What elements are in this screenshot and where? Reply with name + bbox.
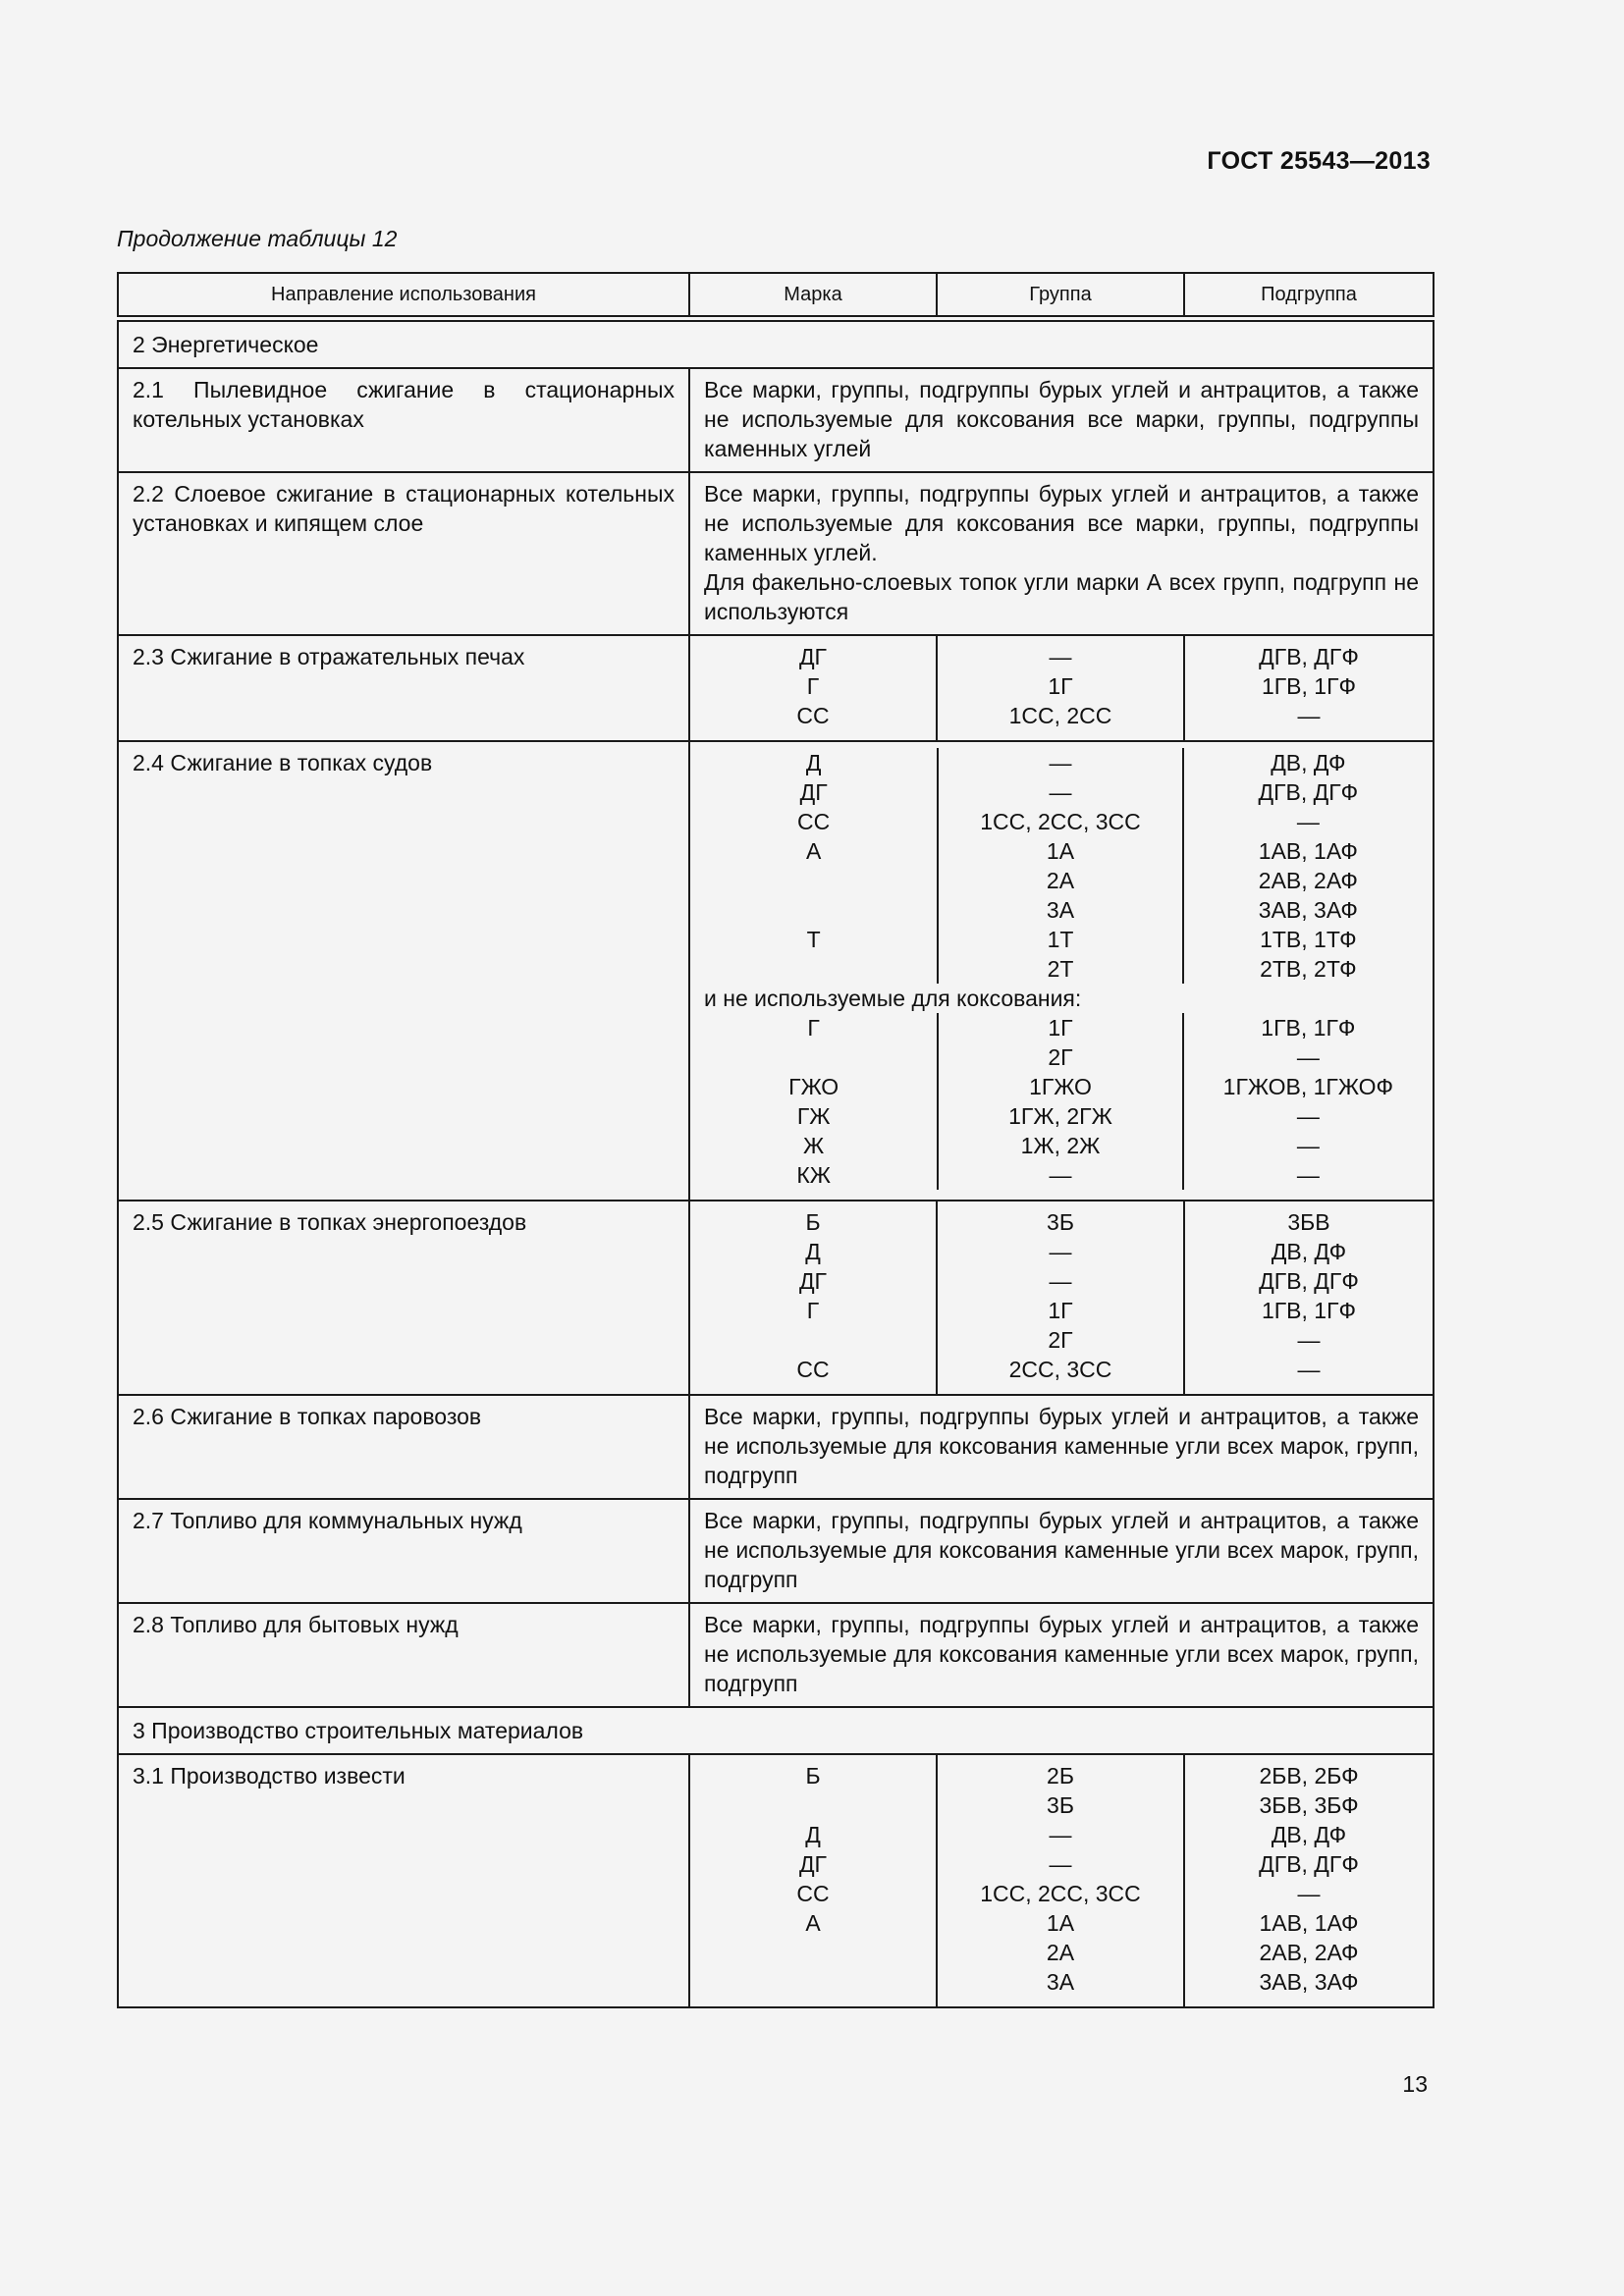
cell-value — [694, 1938, 932, 1967]
cell-value: 1СС, 2СС, 3СС — [980, 809, 1141, 834]
row-2-1-description: Все марки, группы, подгруппы бурых углей и антрацитов, а также не используемые для коксования все марки, группы, подгруппы каменных углей — [689, 368, 1434, 472]
cell-value: ДВ, ДФ — [1271, 1239, 1347, 1264]
coal-usage-table — [117, 272, 1435, 2008]
cell-value: Г — [806, 1298, 820, 1323]
row-2-1-direction: 2.1 Пылевидное сжигание в стационарных котельных установках — [118, 368, 689, 472]
cell-value: 1АВ, 1АФ — [1258, 838, 1358, 864]
cell-value: 3Б — [1047, 1792, 1074, 1818]
row-2-3-brands — [689, 635, 937, 741]
cell-value: ДГВ, ДГФ — [1259, 1851, 1359, 1877]
row-2-4-values — [689, 741, 1434, 1201]
row-2-7-description: Все марки, группы, подгруппы бурых углей и антрацитов, а также не используемые для коксования каменные угли всех марок, групп, подгрупп — [689, 1499, 1434, 1603]
cell-value: 2АВ, 2АФ — [1259, 1940, 1359, 1965]
section-3-title: 3 Производство строительных материалов — [118, 1707, 1434, 1754]
table-row — [118, 1201, 1434, 1395]
cell-value: ДВ, ДФ — [1271, 750, 1346, 775]
cell-value: — — [1296, 1162, 1320, 1188]
cell-value — [694, 1790, 932, 1820]
section-row — [118, 321, 1434, 368]
cell-value: ДВ, ДФ — [1271, 1822, 1347, 1847]
cell-value: А — [805, 838, 822, 864]
cell-value — [690, 954, 937, 984]
cell-value: 3АВ, 3АФ — [1258, 897, 1358, 923]
cell-value: Д — [805, 1822, 821, 1847]
cell-value: 3АВ, 3АФ — [1259, 1969, 1359, 1995]
cell-value: 2БВ, 2БФ — [1259, 1763, 1359, 1789]
cell-value: 3Б — [1047, 1209, 1074, 1235]
row-2-5-brands — [689, 1201, 937, 1395]
row-3-1-groups — [937, 1754, 1184, 2007]
cell-value: 1А — [1046, 838, 1075, 864]
cell-value: 1ГЖ, 2ГЖ — [1008, 1103, 1112, 1129]
row-3-1-brands — [689, 1754, 937, 2007]
table-row — [118, 1499, 1434, 1603]
cell-value: Т — [806, 927, 821, 952]
cell-value: 1ГВ, 1ГФ — [1261, 673, 1357, 699]
section-2-title: 2 Энергетическое — [118, 321, 1434, 368]
header-group: Группа — [937, 273, 1184, 316]
row-2-2-direction: 2.2 Слоевое сжигание в стационарных котельных установках и кипящем слое — [118, 472, 689, 635]
cell-value: 2Г — [1048, 1044, 1073, 1070]
cell-value: — — [1296, 1133, 1320, 1158]
cell-value: 2СС, 3СС — [1008, 1357, 1112, 1382]
cell-value: — — [1297, 1327, 1321, 1353]
cell-value: ДГ — [798, 644, 828, 669]
cell-value: 1ГВ, 1ГФ — [1261, 1298, 1357, 1323]
cell-value: ДГВ, ДГФ — [1258, 779, 1359, 805]
cell-value: 1Т — [1047, 927, 1074, 952]
table-continuation-caption: Продолжение таблицы 12 — [117, 226, 398, 251]
cell-value: 3БВ, 3БФ — [1259, 1792, 1359, 1818]
cell-value: 1ГЖО — [1029, 1074, 1092, 1099]
cell-value: — — [1049, 644, 1072, 669]
cell-value: — — [1049, 1268, 1072, 1294]
cell-value: 1ГВ, 1ГФ — [1261, 1015, 1356, 1041]
cell-value: 1ТВ, 1ТФ — [1260, 927, 1357, 952]
cell-value: Ж — [803, 1133, 825, 1158]
row-2-2-description — [689, 472, 1434, 635]
cell-value: 1ГЖОВ, 1ГЖОФ — [1222, 1074, 1393, 1099]
cell-value: 2АВ, 2АФ — [1258, 868, 1358, 893]
cell-value: — — [1296, 1044, 1320, 1070]
cell-value: 1СС, 2СС, 3СС — [980, 1881, 1141, 1906]
header-direction: Направление использования — [118, 273, 689, 316]
cell-value: Б — [805, 1763, 821, 1789]
header-subgroup: Подгруппа — [1184, 273, 1434, 316]
cell-value: 3А — [1046, 897, 1075, 923]
row-2-2-text-1: Все марки, группы, подгруппы бурых углей и антрацитов, а также не используемые для коксования все марки, группы, подгруппы каменных углей. — [704, 481, 1419, 565]
cell-value: — — [1297, 1881, 1321, 1906]
row-2-3-subgroups — [1184, 635, 1434, 741]
row-2-8-direction: 2.8 Топливо для бытовых нужд — [118, 1603, 689, 1707]
cell-value: ДГ — [798, 1268, 828, 1294]
row-2-6-direction: 2.6 Сжигание в топках паровозов — [118, 1395, 689, 1499]
section-row — [118, 1707, 1434, 1754]
cell-value: — — [1049, 779, 1072, 805]
cell-value — [694, 1325, 932, 1355]
row-2-5-subgroups — [1184, 1201, 1434, 1395]
cell-value: ДГ — [799, 779, 828, 805]
table-row — [118, 368, 1434, 472]
table-row — [118, 472, 1434, 635]
row-2-4-direction: 2.4 Сжигание в топках судов — [118, 741, 689, 1201]
table-row — [118, 635, 1434, 741]
table-row — [118, 741, 1434, 1201]
header-brand: Марка — [689, 273, 937, 316]
cell-value: — — [1296, 1103, 1320, 1129]
cell-value: ДГВ, ДГФ — [1259, 644, 1359, 669]
row-2-3-direction: 2.3 Сжигание в отражательных печах — [118, 635, 689, 741]
cell-value: Д — [805, 750, 822, 775]
row-2-8-description: Все марки, группы, подгруппы бурых углей и антрацитов, а также не используемые для коксования каменные угли всех марок, групп, подгрупп — [689, 1603, 1434, 1707]
row-3-1-direction: 3.1 Производство извести — [118, 1754, 689, 2007]
row-3-1-subgroups — [1184, 1754, 1434, 2007]
standard-number: ГОСТ 25543—2013 — [1207, 147, 1431, 175]
cell-value: СС — [796, 1881, 830, 1906]
cell-value: 1Г — [1048, 1015, 1073, 1041]
table-row — [118, 1754, 1434, 2007]
cell-value: ГЖО — [788, 1074, 839, 1099]
cell-value — [690, 1042, 937, 1072]
cell-value: 1Г — [1048, 1298, 1073, 1323]
row-2-3-groups — [937, 635, 1184, 741]
cell-value — [690, 895, 937, 925]
cell-value: А — [805, 1910, 821, 1936]
cell-value: 2А — [1046, 1940, 1075, 1965]
table-row — [118, 1395, 1434, 1499]
row-2-4-brands — [690, 748, 937, 984]
cell-value: ГЖ — [796, 1103, 831, 1129]
cell-value: — — [1049, 1239, 1072, 1264]
cell-value: 1А — [1046, 1910, 1075, 1936]
page-number: 13 — [1402, 2071, 1428, 2097]
cell-value: — — [1049, 1851, 1072, 1877]
cell-value: Д — [805, 1239, 821, 1264]
cell-value: — — [1049, 1162, 1072, 1188]
row-2-5-groups — [937, 1201, 1184, 1395]
cell-value: — — [1297, 703, 1321, 728]
cell-value: — — [1296, 809, 1320, 834]
row-2-2-text-2: Для факельно-слоевых топок угли марки А всех групп, подгрупп не используются — [704, 569, 1419, 624]
row-2-4-subgroups-extra — [1184, 1013, 1433, 1190]
cell-value: 2Г — [1048, 1327, 1073, 1353]
row-2-7-direction: 2.7 Топливо для коммунальных нужд — [118, 1499, 689, 1603]
cell-value: 1АВ, 1АФ — [1259, 1910, 1359, 1936]
row-2-5-direction: 2.5 Сжигание в топках энергопоездов — [118, 1201, 689, 1395]
table-header-row — [118, 273, 1434, 316]
row-2-4-subgroups — [1184, 748, 1433, 984]
cell-value: 2А — [1046, 868, 1075, 893]
cell-value: 2Б — [1047, 1763, 1074, 1789]
cell-value: СС — [796, 1357, 830, 1382]
cell-value: СС — [796, 703, 830, 728]
row-2-4-note: и не используемые для коксования: — [704, 986, 1082, 1011]
table-row — [118, 1603, 1434, 1707]
cell-value: СС — [797, 809, 831, 834]
cell-value: Б — [805, 1209, 821, 1235]
cell-value: — — [1049, 750, 1072, 775]
cell-value: 1Ж, 2Ж — [1020, 1133, 1101, 1158]
cell-value: Г — [807, 1015, 820, 1041]
cell-value: Г — [806, 673, 820, 699]
row-2-4-groups — [937, 748, 1183, 984]
cell-value: 3А — [1046, 1969, 1075, 1995]
cell-value: 1СС, 2СС — [1008, 703, 1112, 728]
row-2-4-brands-extra — [690, 1013, 937, 1190]
cell-value: ДГ — [798, 1851, 828, 1877]
cell-value: 1Г — [1048, 673, 1073, 699]
cell-value: 2Т — [1047, 956, 1074, 982]
cell-value — [694, 1967, 932, 1997]
cell-value: — — [1049, 1822, 1072, 1847]
cell-value — [690, 866, 937, 895]
row-2-4-groups-extra — [937, 1013, 1183, 1190]
cell-value: 3БВ — [1287, 1209, 1330, 1235]
cell-value: — — [1297, 1357, 1321, 1382]
cell-value: КЖ — [796, 1162, 831, 1188]
row-2-6-description: Все марки, группы, подгруппы бурых углей и антрацитов, а также не используемые для коксования каменные угли всех марок, групп, подгрупп — [689, 1395, 1434, 1499]
cell-value: 2ТВ, 2ТФ — [1260, 956, 1357, 982]
cell-value: ДГВ, ДГФ — [1259, 1268, 1359, 1294]
